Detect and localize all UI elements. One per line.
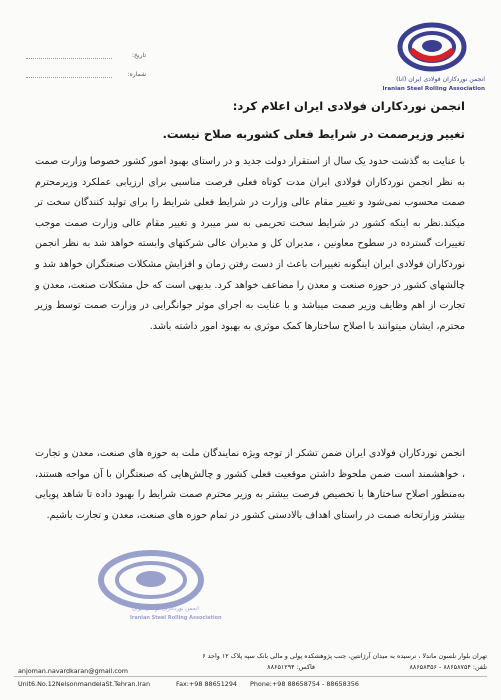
date-label: تاریخ: [132,52,146,59]
footer-address-persian: تهران بلوار نلسون ماندلا ، نرسیده به میدان آرژانتین، جنب پژوهشکده پولی و مالی بانک سپه پلاک ۱۲ واحد ۶ [202,652,487,660]
footer-address-english: Unit6.No.12NelsonmandelaSt.Tehran.Iran [18,680,150,688]
footer-fax-persian: فاکس: ۸۸۶۵۱۲۹۴ [267,663,315,671]
logo-english-name: Iranian Steel Rolling Association [382,86,485,92]
footer-phone-persian: تلفن: ۸۸۶۵۸۷۵۴ - ۸۸۶۵۸۳۵۶ [409,663,487,671]
logo-persian-name: انجمن نوردکاران فولادی ایران (انا) [396,76,485,83]
date-field [26,52,146,62]
statement-heading: تغییر وزیرصمت در شرایط فعلی کشوربه صلاح نیست. [162,127,465,141]
date-dotted-line [26,58,112,59]
footer-phone-english: Phone:+98 88658754 - 88658356 [250,680,359,688]
letter-footer [14,652,487,698]
association-stamp [92,550,222,640]
footer-fax-english: Fax:+98 88651294 [176,680,237,688]
number-field [26,71,146,81]
stamp-emblem-icon [92,550,210,610]
number-dotted-line [26,77,112,78]
association-logo [375,20,487,98]
body-paragraph-1: با عنایت به گذشت حدود یک سال از استقرار دولت جدید و در راستای بهبود امور کشور خصوصا وزارت صمت به نظر انجمن نوردکاران فولادی ایران مدت کوتاه فعلی فرصت مناسبی برای ارزیابی عملکرد وزیرمحترم صمت محسوب نمی‌شود و تغییر مقام عالی وزارت در شرایط فعلی شرایط را برای تولید کنندگان سخت تر میکند.نظر به اینکه کشور در شرایط سخت تحریمی به سر میبرد و تغییر مقام عالی وزارت صمت موجب تغییرات گسترده در سطوح معاونین ، مدیران کل و مدیران عالی شرکتهای وابسته خواهد شد به نظر انجمن نوردکاران فولادی ایران اینگونه تغییرات باعث از دست رفتن زمان و افزایش مشکلات صنعتگران خواهد شد و چالشهای کشور در حوزه صنعت و معدن را مضاعف خواهد کرد. بدیهی است که حل مشکلات صنعت، معدن و تجارت از اهم وظایف وزیر صمت میباشد و با عنایت به اجرای موثر جوانگرایی در وزارت صمت توسط وزیر محترم، ایشان میتوانند با اصلاح ساختارها کمک موثری به بهبود امور داشته باشد. [35,156,465,332]
stamp-english-text: Iranian Steel Rolling Association [130,615,222,621]
number-label: شماره: [127,71,146,78]
logo-emblem-icon [397,20,467,74]
announcement-heading: انجمن نوردکاران فولادی ایران اعلام کرد: [232,99,465,113]
footer-email: anjoman.navardkaran@gmail.com [18,667,129,675]
footer-divider [14,676,487,677]
stamp-persian-text: انجمن نوردکاران فولادی ایران [132,606,199,612]
body-paragraph-2: انجمن نوردکاران فولادی ایران ضمن تشکر از توجه ویژه نمایندگان ملت به حوزه های صنعت، معدن و تجارت ، خواهشمند است ضمن ملحوظ داشتن موقعیت فعلی کشور و چالش‌هایی که صنعتگران با آن مواجه هستند، به‌منظور اصلاح ساختارها با تخصیص فرصت بیشتر به وزیر محترم صمت شرایط را بهبود داده تا شاهد پویایی بیشتر وزارتخانه صمت در راستای اهداف بالادستی کشور در تمام حوزه های صنعت، معدن و تجارت باشیم. [35,448,465,521]
